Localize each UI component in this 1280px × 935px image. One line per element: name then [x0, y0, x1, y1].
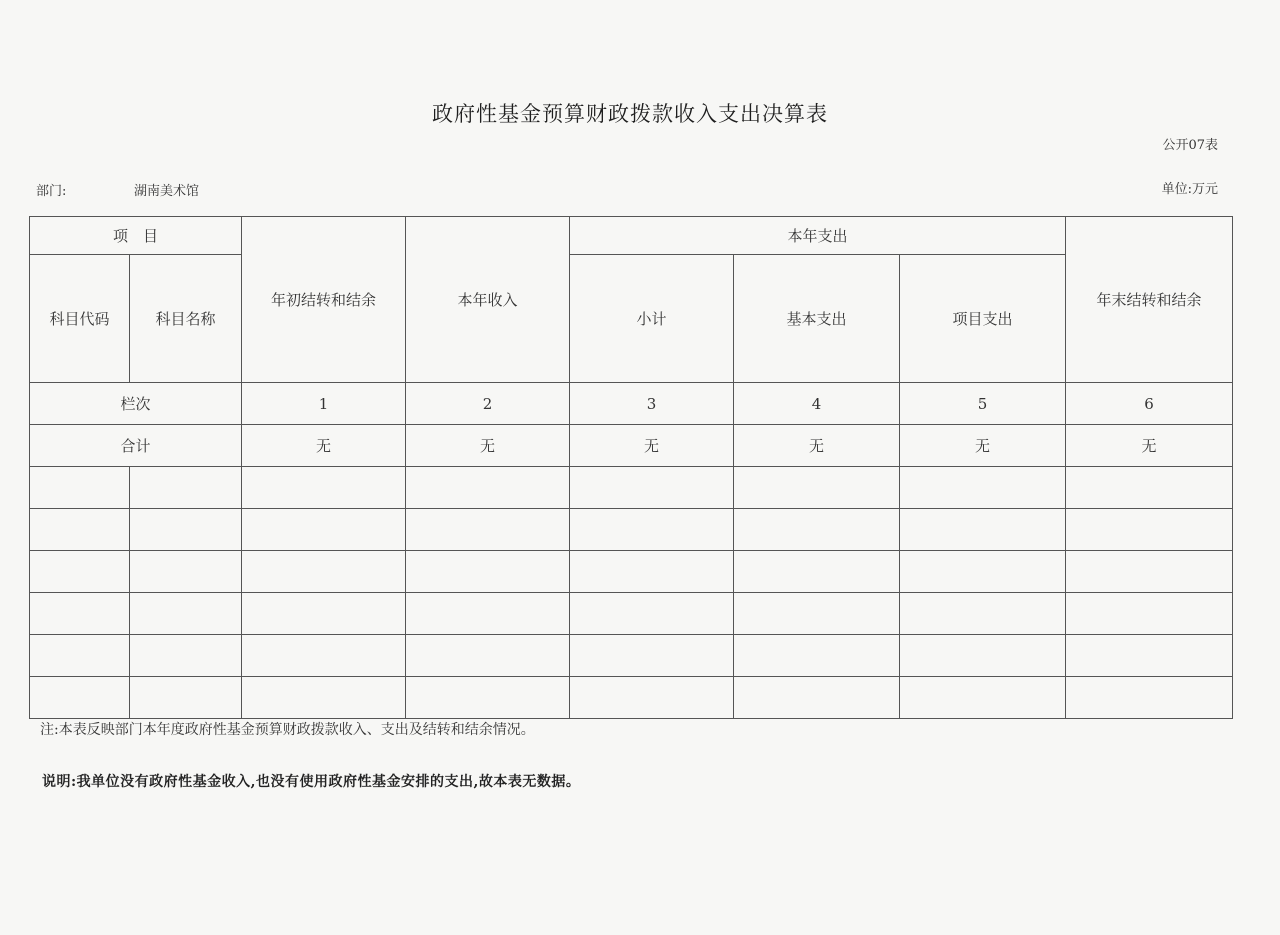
column-index: 4: [734, 383, 900, 425]
table-row: [30, 677, 1233, 719]
header-current-income: 本年收入: [406, 217, 570, 383]
department-label: 部门:: [36, 184, 67, 199]
total-row: [30, 425, 1233, 467]
header-opening-balance: 年初结转和结余: [242, 217, 406, 383]
fund-table: [29, 216, 1233, 719]
header-current-expenditure: 本年支出: [570, 217, 1066, 255]
total-value: 无: [900, 425, 1066, 467]
total-value: 无: [734, 425, 900, 467]
page-title: 政府性基金预算财政拨款收入支出决算表: [432, 102, 828, 126]
header-closing-balance: 年末结转和结余: [1066, 217, 1233, 383]
column-index: 2: [406, 383, 570, 425]
header-project-expenditure: 项目支出: [900, 255, 1066, 383]
column-index-row: [30, 383, 1233, 425]
table-row: [30, 593, 1233, 635]
department-line: [36, 180, 199, 199]
total-value: 无: [242, 425, 406, 467]
total-label: 合计: [30, 425, 242, 467]
header-subject-code: 科目代码: [30, 255, 130, 383]
column-index: 6: [1066, 383, 1233, 425]
header-subject-name: 科目名称: [130, 255, 242, 383]
form-code: 公开07表: [1162, 138, 1218, 153]
unit-label: 单位:万元: [1161, 182, 1218, 197]
column-index: 1: [242, 383, 406, 425]
column-index: 5: [900, 383, 1066, 425]
table-row: [30, 551, 1233, 593]
table-row: [30, 467, 1233, 509]
column-index: 3: [570, 383, 734, 425]
total-value: 无: [406, 425, 570, 467]
table-note: 注:本表反映部门本年度政府性基金预算财政拨款收入、支出及结转和结余情况。: [40, 722, 535, 738]
total-value: 无: [570, 425, 734, 467]
header-basic-expenditure: 基本支出: [734, 255, 900, 383]
header-subtotal: 小计: [570, 255, 734, 383]
table-row: [30, 635, 1233, 677]
explanation-text: 说明:我单位没有政府性基金收入,也没有使用政府性基金安排的支出,故本表无数据。: [42, 774, 581, 790]
total-value: 无: [1066, 425, 1233, 467]
header-item: 项 目: [30, 217, 242, 255]
column-index-label: 栏次: [30, 383, 242, 425]
table-row: [30, 509, 1233, 551]
department-value: 湖南美术馆: [134, 184, 200, 199]
